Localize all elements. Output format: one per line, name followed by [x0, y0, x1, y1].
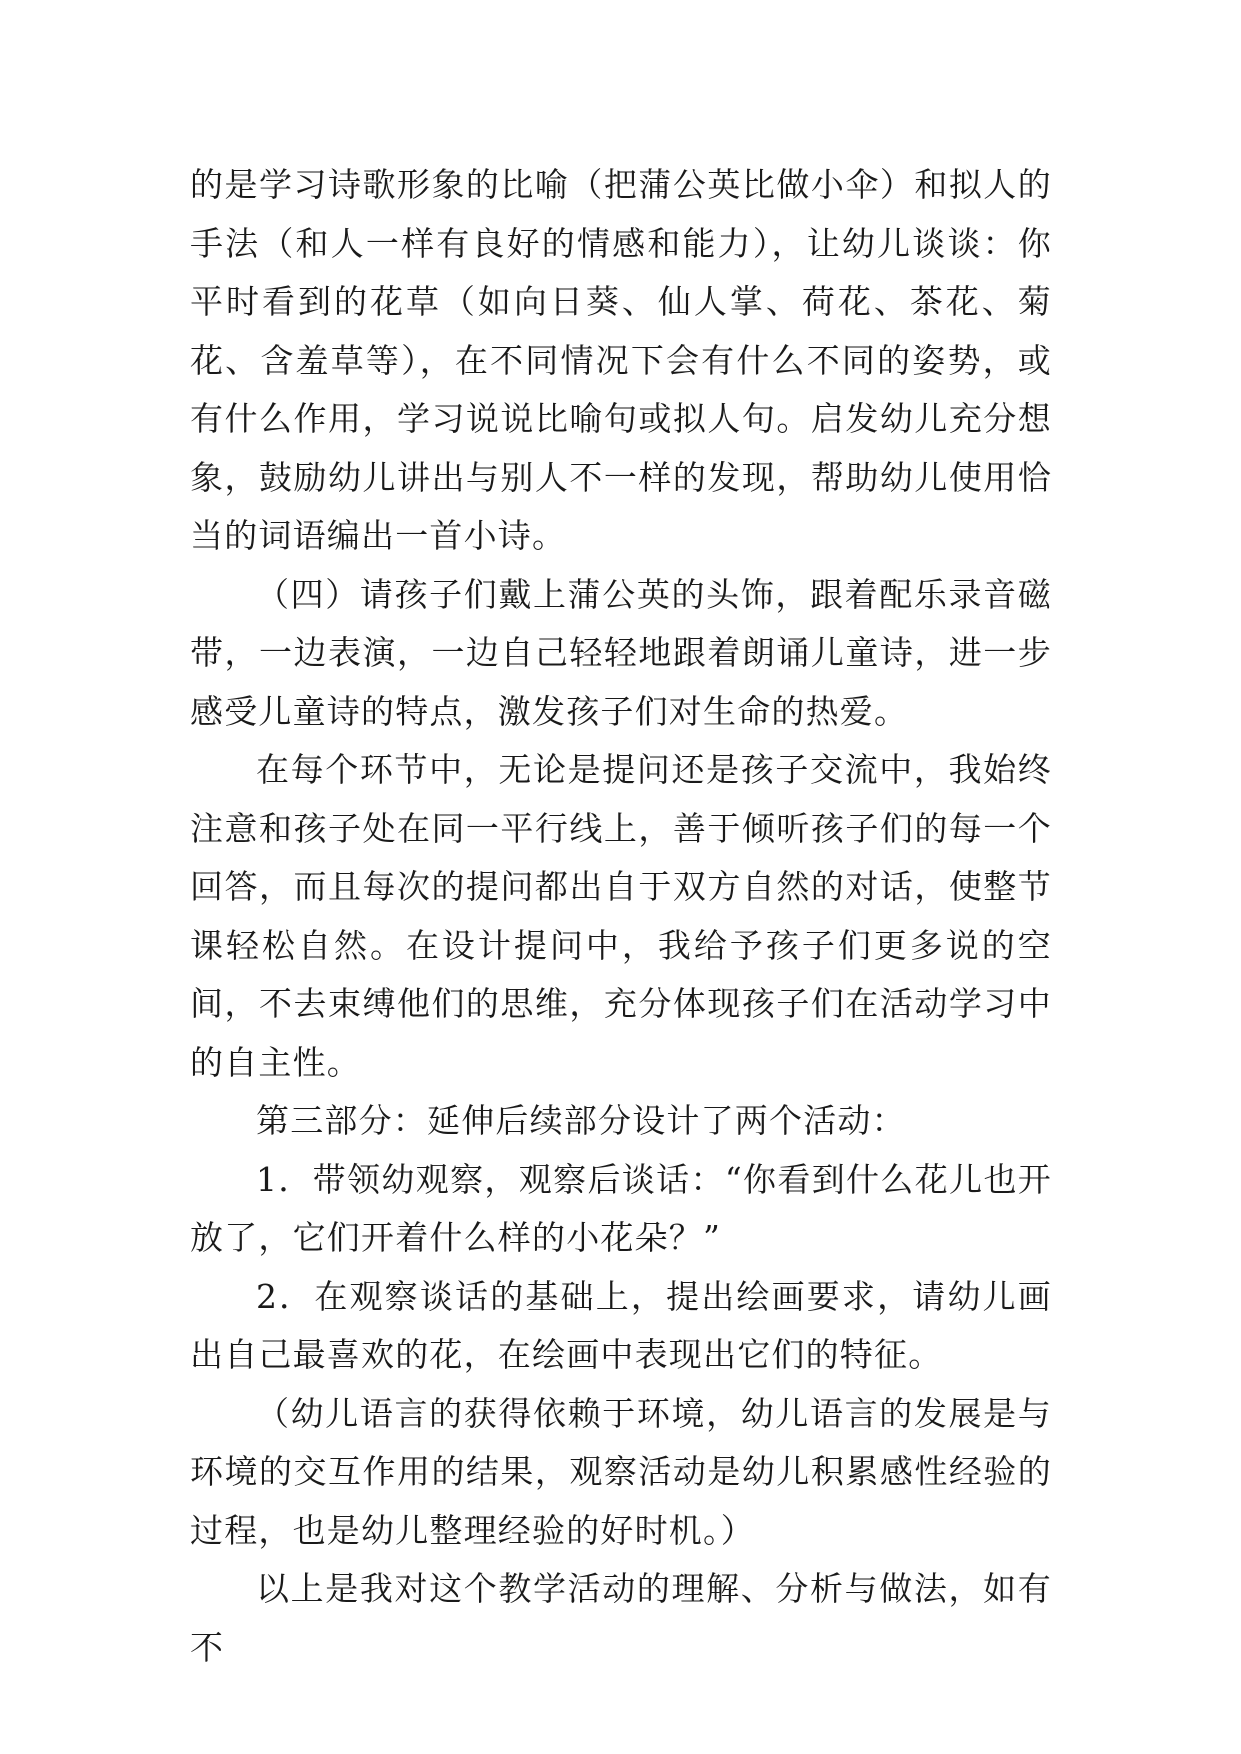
- paragraph-questioning: 在每个环节中，无论是提问还是孩子交流中，我始终注意和孩子处在同一平行线上，善于倾听孩子们的每一个回答，而且每次的提问都出自于双方自然的对话，使整节课轻松自然。在设计提问中，我给予孩子们更多说的空间，不去束缚他们的思维，充分体现孩子们在活动学习中的自主性。: [190, 750, 1052, 1082]
- paragraph-step-four: （四）请孩子们戴上蒲公英的头饰，跟着配乐录音磁带，一边表演，一边自己轻轻地跟着朗诵儿童诗，进一步感受儿童诗的特点，激发孩子们对生命的热爱。: [190, 574, 1052, 731]
- document-body: [190, 156, 1052, 1677]
- paragraph-note: （幼儿语言的获得依赖于环境，幼儿语言的发展是与环境的交互作用的结果，观察活动是幼儿积累感性经验的过程，也是幼儿整理经验的好时机。）: [190, 1393, 1052, 1550]
- paragraph-part-three-heading: 第三部分：延伸后续部分设计了两个活动：: [256, 1101, 906, 1140]
- paragraph-activity-one: 1．带领幼观察，观察后谈话：“你看到什么花儿也开放了，它们开着什么样的小花朵？”: [190, 1159, 1052, 1257]
- paragraph-closing: 以上是我对这个教学活动的理解、分析与做法，如有不: [190, 1569, 1052, 1667]
- paragraph-activity-two: 2．在观察谈话的基础上，提出绘画要求，请幼儿画出自己最喜欢的花，在绘画中表现出它们的特征。: [190, 1276, 1052, 1374]
- paragraph-continuation: 的是学习诗歌形象的比喻（把蒲公英比做小伞）和拟人的手法（和人一样有良好的情感和能力），让幼儿谈谈：你平时看到的花草（如向日葵、仙人掌、荷花、茶花、菊花、含羞草等），在不同情况下会有什么不同的姿势，或有什么作用，学习说说比喻句或拟人句。启发幼儿充分想象，鼓励幼儿讲出与别人不一样的发现，帮助幼儿使用恰当的词语编出一首小诗。: [190, 165, 1052, 555]
